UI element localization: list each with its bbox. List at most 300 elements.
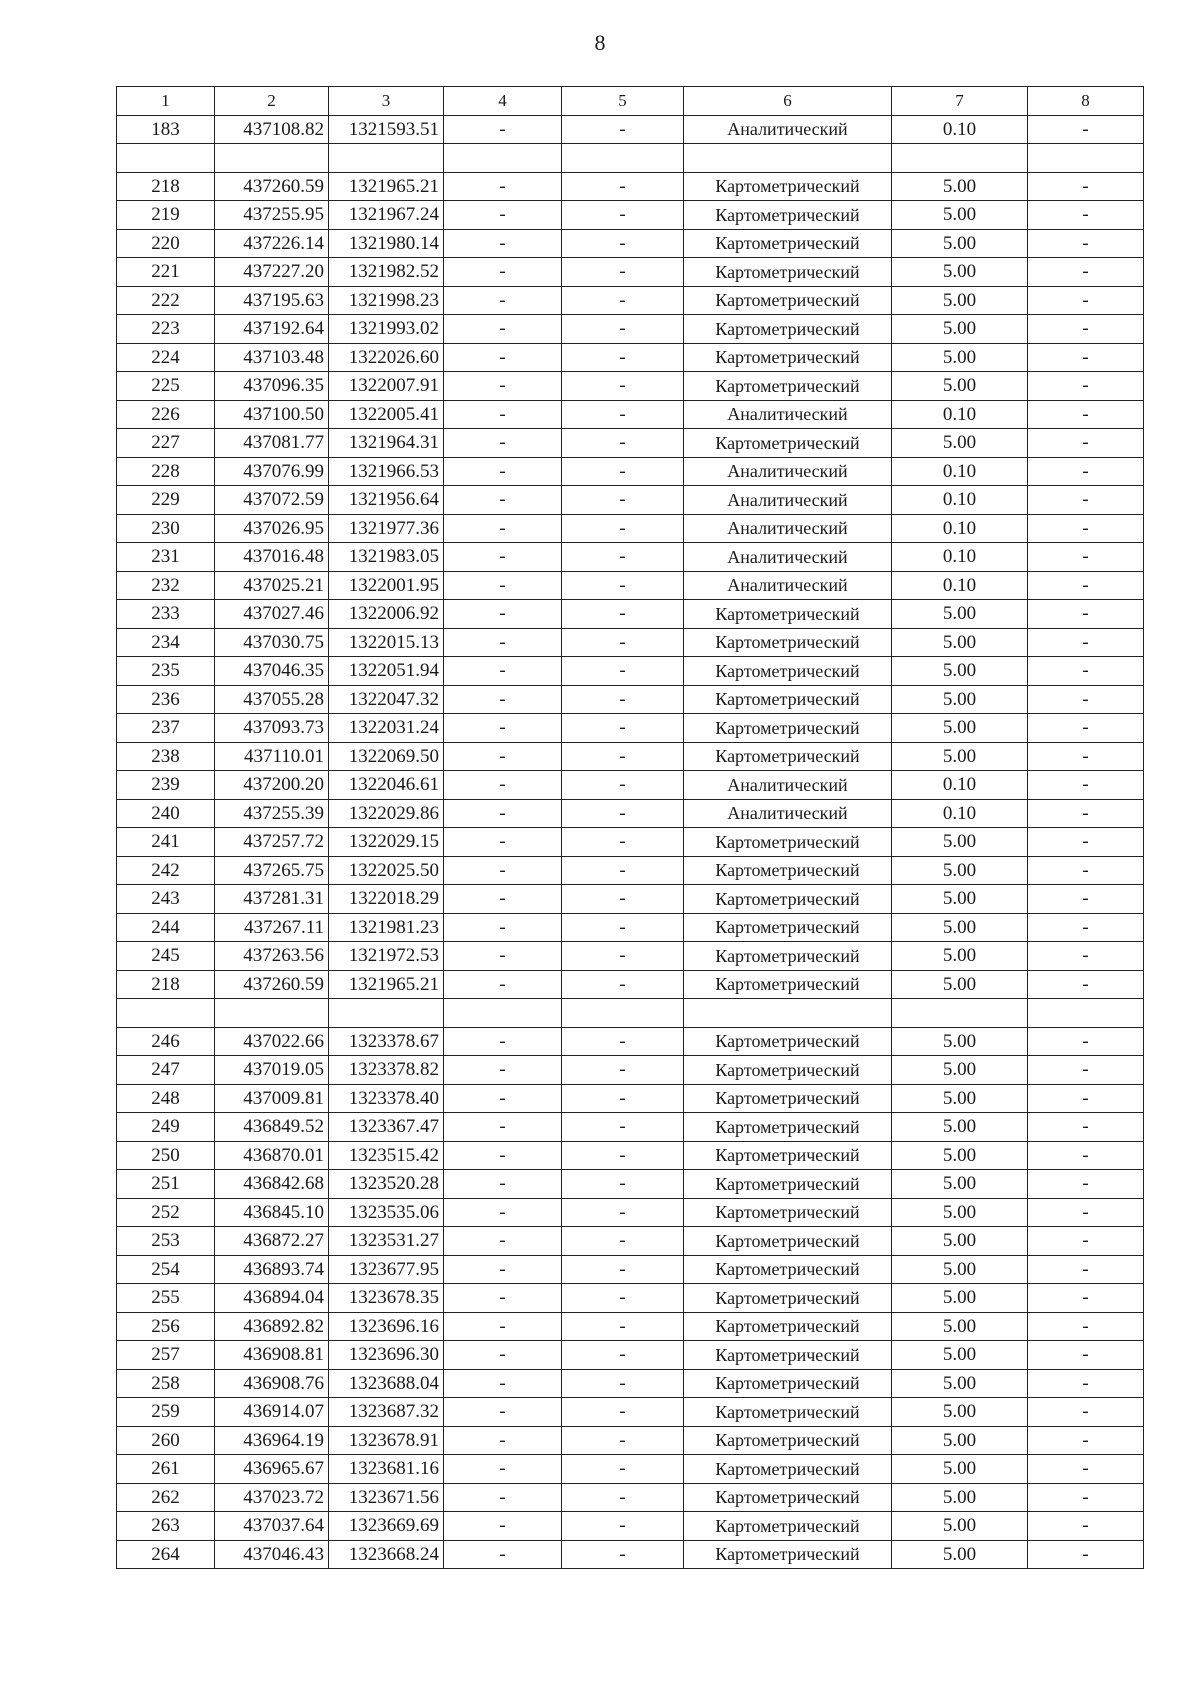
point-number-cell: 230 [117,514,215,543]
table-row [117,1426,1144,1455]
y-coordinate-cell: 1322007.91 [329,372,444,401]
point-number-cell: 241 [117,828,215,857]
method-cell: Картометрический [684,742,892,771]
x-coordinate-cell: 437192.64 [215,315,329,344]
x-coordinate-cell: 437108.82 [215,115,329,144]
column-4-cell: - [444,1027,562,1056]
y-coordinate-cell: 1322047.32 [329,685,444,714]
x-coordinate-cell: 437195.63 [215,286,329,315]
column-4-cell: - [444,1141,562,1170]
y-coordinate-cell: 1323696.30 [329,1341,444,1370]
table-row [117,1483,1144,1512]
point-number-cell [117,144,215,173]
table-row [117,913,1144,942]
method-cell: Картометрический [684,828,892,857]
column-5-cell: - [562,742,684,771]
column-header: 7 [892,87,1028,116]
accuracy-cell: 5.00 [892,1056,1028,1085]
table-row [117,543,1144,572]
accuracy-cell: 5.00 [892,1084,1028,1113]
column-4-cell: - [444,543,562,572]
x-coordinate-cell [215,999,329,1028]
x-coordinate-cell: 437103.48 [215,343,329,372]
column-8-cell: - [1028,1198,1144,1227]
column-8-cell: - [1028,885,1144,914]
y-coordinate-cell: 1322069.50 [329,742,444,771]
method-cell: Картометрический [684,1113,892,1142]
column-8-cell: - [1028,1483,1144,1512]
y-coordinate-cell: 1323531.27 [329,1227,444,1256]
accuracy-cell: 5.00 [892,1512,1028,1541]
method-cell: Аналитический [684,400,892,429]
x-coordinate-cell: 437016.48 [215,543,329,572]
column-4-cell: - [444,486,562,515]
column-4-cell: - [444,400,562,429]
column-4-cell: - [444,942,562,971]
column-8-cell [1028,999,1144,1028]
y-coordinate-cell: 1323515.42 [329,1141,444,1170]
point-number-cell: 244 [117,913,215,942]
column-header: 2 [215,87,329,116]
column-8-cell: - [1028,856,1144,885]
column-4-cell: - [444,286,562,315]
column-8-cell: - [1028,1084,1144,1113]
table-row [117,1141,1144,1170]
point-number-cell: 229 [117,486,215,515]
column-8-cell: - [1028,229,1144,258]
table-row [117,1455,1144,1484]
point-number-cell: 225 [117,372,215,401]
table-row [117,457,1144,486]
accuracy-cell: 0.10 [892,771,1028,800]
x-coordinate-cell: 437226.14 [215,229,329,258]
point-number-cell: 233 [117,600,215,629]
y-coordinate-cell: 1323688.04 [329,1369,444,1398]
point-number-cell: 253 [117,1227,215,1256]
column-4-cell: - [444,258,562,287]
method-cell: Картометрический [684,229,892,258]
x-coordinate-cell: 437019.05 [215,1056,329,1085]
accuracy-cell: 5.00 [892,172,1028,201]
column-4-cell: - [444,1369,562,1398]
column-8-cell: - [1028,115,1144,144]
column-8-cell: - [1028,685,1144,714]
column-5-cell: - [562,457,684,486]
column-8-cell: - [1028,970,1144,999]
y-coordinate-cell: 1323535.06 [329,1198,444,1227]
accuracy-cell: 5.00 [892,1284,1028,1313]
table-row [117,1341,1144,1370]
method-cell: Картометрический [684,1027,892,1056]
point-number-cell [117,999,215,1028]
point-number-cell: 231 [117,543,215,572]
column-8-cell: - [1028,657,1144,686]
column-4-cell: - [444,372,562,401]
column-5-cell: - [562,1056,684,1085]
accuracy-cell: 5.00 [892,258,1028,287]
method-cell: Аналитический [684,486,892,515]
column-5-cell: - [562,1284,684,1313]
point-number-cell: 242 [117,856,215,885]
accuracy-cell: 5.00 [892,1483,1028,1512]
column-4-cell: - [444,885,562,914]
column-4-cell: - [444,1540,562,1569]
column-4-cell: - [444,799,562,828]
method-cell: Картометрический [684,1398,892,1427]
column-8-cell: - [1028,1255,1144,1284]
column-8-cell: - [1028,258,1144,287]
x-coordinate-cell: 437257.72 [215,828,329,857]
column-5-cell: - [562,1141,684,1170]
method-cell: Аналитический [684,543,892,572]
table-row [117,771,1144,800]
column-5-cell: - [562,970,684,999]
column-4-cell: - [444,172,562,201]
table-row [117,828,1144,857]
column-8-cell: - [1028,1056,1144,1085]
column-8-cell: - [1028,429,1144,458]
table-row [117,172,1144,201]
table-row [117,1056,1144,1085]
y-coordinate-cell: 1321965.21 [329,172,444,201]
column-4-cell: - [444,1170,562,1199]
column-8-cell: - [1028,1369,1144,1398]
column-5-cell: - [562,600,684,629]
method-cell: Картометрический [684,714,892,743]
y-coordinate-cell [329,144,444,173]
x-coordinate-cell: 437267.11 [215,913,329,942]
method-cell: Картометрический [684,1141,892,1170]
column-5-cell: - [562,343,684,372]
column-8-cell: - [1028,600,1144,629]
column-4-cell: - [444,714,562,743]
column-8-cell: - [1028,1455,1144,1484]
y-coordinate-cell: 1322051.94 [329,657,444,686]
accuracy-cell: 5.00 [892,286,1028,315]
x-coordinate-cell: 436849.52 [215,1113,329,1142]
y-coordinate-cell: 1322015.13 [329,628,444,657]
accuracy-cell: 5.00 [892,1540,1028,1569]
column-5-cell: - [562,1170,684,1199]
x-coordinate-cell: 437281.31 [215,885,329,914]
method-cell: Аналитический [684,115,892,144]
column-8-cell: - [1028,400,1144,429]
method-cell: Картометрический [684,970,892,999]
point-number-cell: 240 [117,799,215,828]
y-coordinate-cell: 1321982.52 [329,258,444,287]
accuracy-cell: 0.10 [892,571,1028,600]
x-coordinate-cell: 437023.72 [215,1483,329,1512]
accuracy-cell: 5.00 [892,828,1028,857]
column-8-cell: - [1028,286,1144,315]
method-cell: Картометрический [684,172,892,201]
y-coordinate-cell: 1321966.53 [329,457,444,486]
method-cell: Картометрический [684,343,892,372]
column-8-cell: - [1028,628,1144,657]
table-row [117,115,1144,144]
accuracy-cell: 5.00 [892,1426,1028,1455]
point-number-cell: 243 [117,885,215,914]
accuracy-cell: 5.00 [892,913,1028,942]
table-row [117,856,1144,885]
x-coordinate-cell: 436892.82 [215,1312,329,1341]
accuracy-cell: 5.00 [892,1198,1028,1227]
method-cell: Аналитический [684,457,892,486]
method-cell: Картометрический [684,1483,892,1512]
accuracy-cell: 5.00 [892,657,1028,686]
column-4-cell: - [444,343,562,372]
column-4-cell: - [444,913,562,942]
x-coordinate-cell: 437093.73 [215,714,329,743]
method-cell: Картометрический [684,628,892,657]
method-cell: Картометрический [684,1540,892,1569]
point-number-cell: 232 [117,571,215,600]
column-4-cell: - [444,1426,562,1455]
y-coordinate-cell: 1321965.21 [329,970,444,999]
y-coordinate-cell: 1322001.95 [329,571,444,600]
y-coordinate-cell: 1321967.24 [329,201,444,230]
table-row [117,742,1144,771]
table-row [117,1227,1144,1256]
y-coordinate-cell: 1321998.23 [329,286,444,315]
column-4-cell: - [444,771,562,800]
table-row [117,970,1144,999]
method-cell: Картометрический [684,429,892,458]
point-number-cell: 226 [117,400,215,429]
column-8-cell: - [1028,1512,1144,1541]
y-coordinate-cell: 1322006.92 [329,600,444,629]
x-coordinate-cell: 436894.04 [215,1284,329,1313]
column-8-cell: - [1028,372,1144,401]
method-cell: Картометрический [684,1455,892,1484]
column-8-cell: - [1028,1113,1144,1142]
x-coordinate-cell: 437072.59 [215,486,329,515]
column-8-cell: - [1028,714,1144,743]
table-row [117,144,1144,173]
method-cell: Картометрический [684,657,892,686]
point-number-cell: 247 [117,1056,215,1085]
table-row [117,429,1144,458]
x-coordinate-cell: 436870.01 [215,1141,329,1170]
coordinates-table [116,86,1144,1569]
accuracy-cell: 5.00 [892,1255,1028,1284]
x-coordinate-cell: 437027.46 [215,600,329,629]
point-number-cell: 238 [117,742,215,771]
point-number-cell: 256 [117,1312,215,1341]
column-4-cell: - [444,685,562,714]
column-4-cell: - [444,856,562,885]
table-row [117,657,1144,686]
accuracy-cell: 5.00 [892,201,1028,230]
column-8-cell: - [1028,201,1144,230]
table-row [117,286,1144,315]
column-5-cell: - [562,1512,684,1541]
table-row [117,1198,1144,1227]
table-row [117,1084,1144,1113]
x-coordinate-cell: 436842.68 [215,1170,329,1199]
x-coordinate-cell: 436872.27 [215,1227,329,1256]
point-number-cell: 235 [117,657,215,686]
column-5-cell: - [562,1341,684,1370]
column-5-cell: - [562,628,684,657]
column-5-cell: - [562,1540,684,1569]
column-5-cell: - [562,1027,684,1056]
method-cell: Аналитический [684,514,892,543]
method-cell: Аналитический [684,571,892,600]
column-5-cell [562,999,684,1028]
accuracy-cell: 5.00 [892,628,1028,657]
column-8-cell: - [1028,315,1144,344]
y-coordinate-cell: 1322005.41 [329,400,444,429]
column-5-cell: - [562,201,684,230]
column-8-cell: - [1028,799,1144,828]
column-4-cell: - [444,571,562,600]
column-8-cell: - [1028,1027,1144,1056]
point-number-cell: 251 [117,1170,215,1199]
column-8-cell: - [1028,1398,1144,1427]
accuracy-cell: 0.10 [892,486,1028,515]
column-5-cell: - [562,1084,684,1113]
column-8-cell: - [1028,1540,1144,1569]
table-row [117,685,1144,714]
table-row [117,514,1144,543]
table-row [117,1027,1144,1056]
point-number-cell: 254 [117,1255,215,1284]
accuracy-cell: 0.10 [892,799,1028,828]
column-4-cell: - [444,1056,562,1085]
accuracy-cell: 0.10 [892,514,1028,543]
column-5-cell: - [562,229,684,258]
page-number: 8 [594,30,606,55]
table-row [117,885,1144,914]
x-coordinate-cell [215,144,329,173]
point-number-cell: 236 [117,685,215,714]
column-4-cell: - [444,1113,562,1142]
x-coordinate-cell: 437025.21 [215,571,329,600]
table-row [117,201,1144,230]
column-8-cell: - [1028,1341,1144,1370]
table-row [117,1284,1144,1313]
x-coordinate-cell: 437100.50 [215,400,329,429]
x-coordinate-cell: 437026.95 [215,514,329,543]
accuracy-cell: 5.00 [892,1170,1028,1199]
column-5-cell: - [562,1455,684,1484]
table-row [117,714,1144,743]
column-4-cell: - [444,600,562,629]
x-coordinate-cell: 437046.35 [215,657,329,686]
point-number-cell: 222 [117,286,215,315]
method-cell: Картометрический [684,1341,892,1370]
column-8-cell: - [1028,1227,1144,1256]
point-number-cell: 234 [117,628,215,657]
point-number-cell: 249 [117,1113,215,1142]
y-coordinate-cell: 1323520.28 [329,1170,444,1199]
column-5-cell: - [562,771,684,800]
x-coordinate-cell: 437076.99 [215,457,329,486]
column-4-cell: - [444,1312,562,1341]
x-coordinate-cell: 437030.75 [215,628,329,657]
y-coordinate-cell: 1322031.24 [329,714,444,743]
x-coordinate-cell: 437046.43 [215,1540,329,1569]
column-8-cell: - [1028,514,1144,543]
column-4-cell: - [444,201,562,230]
accuracy-cell: 0.10 [892,543,1028,572]
y-coordinate-cell: 1323687.32 [329,1398,444,1427]
method-cell: Картометрический [684,1369,892,1398]
point-number-cell: 219 [117,201,215,230]
column-5-cell: - [562,514,684,543]
x-coordinate-cell: 436893.74 [215,1255,329,1284]
y-coordinate-cell: 1323668.24 [329,1540,444,1569]
column-8-cell: - [1028,1141,1144,1170]
column-5-cell: - [562,1227,684,1256]
column-5-cell: - [562,315,684,344]
method-cell: Картометрический [684,1170,892,1199]
x-coordinate-cell: 436908.81 [215,1341,329,1370]
column-header: 6 [684,87,892,116]
column-5-cell: - [562,828,684,857]
method-cell: Картометрический [684,1312,892,1341]
column-4-cell: - [444,1255,562,1284]
column-8-cell: - [1028,543,1144,572]
accuracy-cell [892,144,1028,173]
accuracy-cell: 5.00 [892,885,1028,914]
method-cell: Картометрический [684,885,892,914]
method-cell: Картометрический [684,1284,892,1313]
x-coordinate-cell: 437110.01 [215,742,329,771]
method-cell: Картометрический [684,685,892,714]
column-4-cell: - [444,828,562,857]
accuracy-cell: 5.00 [892,1113,1028,1142]
y-coordinate-cell: 1323671.56 [329,1483,444,1512]
table-row [117,1113,1144,1142]
x-coordinate-cell: 437081.77 [215,429,329,458]
x-coordinate-cell: 436965.67 [215,1455,329,1484]
table-row [117,258,1144,287]
column-5-cell: - [562,1312,684,1341]
table-row [117,486,1144,515]
method-cell: Картометрический [684,856,892,885]
column-4-cell: - [444,628,562,657]
column-4-cell: - [444,429,562,458]
column-4-cell: - [444,514,562,543]
point-number-cell: 261 [117,1455,215,1484]
point-number-cell: 237 [117,714,215,743]
column-8-cell: - [1028,771,1144,800]
accuracy-cell: 5.00 [892,856,1028,885]
x-coordinate-cell: 437265.75 [215,856,329,885]
point-number-cell: 255 [117,1284,215,1313]
y-coordinate-cell: 1321964.31 [329,429,444,458]
column-header: 3 [329,87,444,116]
method-cell: Картометрический [684,315,892,344]
method-cell: Картометрический [684,942,892,971]
method-cell: Картометрический [684,372,892,401]
y-coordinate-cell: 1323677.95 [329,1255,444,1284]
y-coordinate-cell: 1323678.91 [329,1426,444,1455]
method-cell: Картометрический [684,913,892,942]
column-5-cell: - [562,1255,684,1284]
point-number-cell: 264 [117,1540,215,1569]
column-8-cell: - [1028,942,1144,971]
table-row [117,1170,1144,1199]
column-4-cell: - [444,1341,562,1370]
table-row [117,315,1144,344]
table-row [117,1369,1144,1398]
column-header: 4 [444,87,562,116]
y-coordinate-cell: 1322029.86 [329,799,444,828]
column-4-cell: - [444,1084,562,1113]
